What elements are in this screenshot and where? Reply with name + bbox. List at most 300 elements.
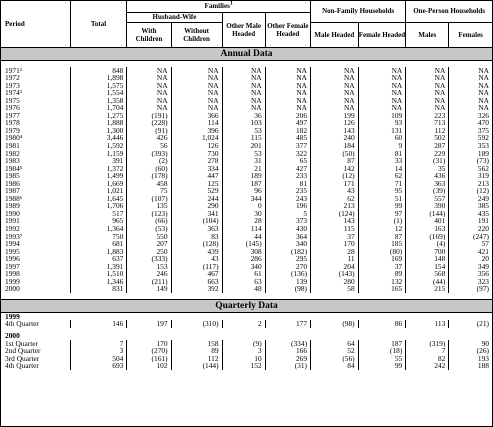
value-cell: NA — [127, 104, 171, 112]
value-cell: 115 — [222, 134, 265, 142]
value-cell: 57 — [449, 240, 492, 248]
value-cell: 51 — [358, 195, 406, 203]
value-cell: (12) — [449, 187, 492, 195]
value-cell: 53 — [222, 127, 265, 135]
value-cell: 3,446 — [70, 134, 127, 142]
value-cell: (31) — [265, 362, 310, 370]
value-cell: 485 — [265, 134, 310, 142]
value-cell: 244 — [171, 195, 222, 203]
value-cell: 517 — [70, 210, 127, 218]
value-cell: 1,704 — [70, 104, 127, 112]
value-cell: 504 — [70, 355, 127, 363]
value-cell: 81 — [265, 180, 310, 188]
period-cell: 2000 — [5, 285, 20, 293]
value-cell: 191 — [449, 217, 492, 225]
period-cell: 1987 — [5, 187, 20, 195]
table-row — [1, 127, 492, 135]
value-cell: (310) — [171, 320, 222, 328]
value-cell: 170 — [127, 340, 171, 348]
value-cell: (31) — [406, 157, 449, 165]
value-cell: 36 — [222, 112, 265, 120]
period-cell: 1979 — [5, 126, 20, 135]
value-cell: 243 — [265, 195, 310, 203]
value-cell: 154 — [406, 263, 449, 271]
value-cell: 81 — [358, 150, 406, 158]
table-row — [1, 225, 492, 233]
value-cell: NA — [406, 97, 449, 105]
period-cell: 2nd Quarter — [5, 347, 41, 355]
table-row — [1, 89, 492, 97]
value-cell: (117) — [171, 263, 222, 271]
value-cell: 848 — [70, 67, 127, 75]
table-row — [1, 104, 492, 112]
value-cell: 149 — [127, 285, 171, 293]
value-cell: 14 — [358, 165, 406, 173]
value-cell: 207 — [127, 240, 171, 248]
value-cell: NA — [171, 89, 222, 97]
quarter-year-label: 1999 — [5, 312, 20, 321]
value-cell: NA — [265, 82, 310, 90]
value-cell: 83 — [171, 233, 222, 241]
value-cell: 323 — [449, 278, 492, 286]
value-cell: 21 — [222, 165, 265, 173]
value-cell: (161) — [127, 355, 171, 363]
value-cell: 1,883 — [70, 248, 127, 256]
value-cell: 693 — [70, 362, 127, 370]
value-cell: 286 — [222, 255, 265, 263]
table-row — [1, 285, 492, 293]
value-cell: 220 — [449, 225, 492, 233]
value-cell: 364 — [265, 233, 310, 241]
value-cell: (144) — [171, 362, 222, 370]
period-cell: 1983 — [5, 157, 20, 165]
value-cell: 356 — [449, 270, 492, 278]
value-cell: (143) — [311, 270, 359, 278]
value-cell: 550 — [127, 233, 171, 241]
value-cell: 71 — [358, 180, 406, 188]
table-row — [1, 347, 492, 355]
table-row — [1, 82, 492, 90]
period-cell: 1994 — [5, 240, 20, 248]
value-cell: NA — [265, 89, 310, 97]
value-cell: NA — [171, 74, 222, 82]
value-cell: 44 — [222, 233, 265, 241]
period-cell: 1978 — [5, 119, 20, 127]
value-cell: 1,575 — [70, 82, 127, 90]
value-cell: 249 — [449, 195, 492, 203]
value-cell: 90 — [449, 340, 492, 348]
value-cell: (39) — [406, 187, 449, 195]
table-row — [1, 240, 492, 248]
value-cell: NA — [449, 82, 492, 90]
value-cell: 426 — [127, 134, 171, 142]
value-cell: NA — [358, 82, 406, 90]
value-cell: 568 — [406, 270, 449, 278]
quarterly-data-rows — [1, 312, 492, 369]
value-cell: NA — [265, 74, 310, 82]
value-cell: 199 — [311, 112, 359, 120]
value-cell: (80) — [358, 248, 406, 256]
value-cell: 1,021 — [70, 187, 127, 195]
table-row — [1, 172, 492, 180]
table-row — [1, 263, 492, 271]
table-row — [1, 233, 492, 241]
value-cell: 562 — [449, 165, 492, 173]
table-row — [1, 180, 492, 188]
value-cell: 37 — [358, 263, 406, 271]
value-cell: NA — [127, 67, 171, 75]
value-cell: 235 — [265, 187, 310, 195]
value-cell: 187 — [358, 340, 406, 348]
value-cell: 165 — [358, 285, 406, 293]
period-cell: 1976 — [5, 104, 20, 112]
value-cell: 435 — [449, 210, 492, 218]
value-cell: 171 — [311, 180, 359, 188]
value-cell: (182) — [265, 248, 310, 256]
value-cell: 1,346 — [70, 278, 127, 286]
value-cell: NA — [449, 89, 492, 97]
value-cell: 158 — [171, 340, 222, 348]
period-cell: 1982 — [5, 149, 20, 158]
value-cell: 965 — [70, 217, 127, 225]
value-cell: 126 — [171, 142, 222, 150]
value-cell: 270 — [265, 263, 310, 271]
value-cell: 75 — [127, 187, 171, 195]
value-cell: 592 — [449, 134, 492, 142]
value-cell: 126 — [311, 119, 359, 127]
period-cell: 1972 — [5, 74, 20, 82]
value-cell: (270) — [127, 347, 171, 355]
value-cell: 215 — [406, 285, 449, 293]
value-cell: 373 — [265, 217, 310, 225]
value-cell: 1,275 — [70, 112, 127, 120]
value-cell: 43 — [171, 255, 222, 263]
value-cell: (9) — [222, 340, 265, 348]
value-cell: (247) — [449, 233, 492, 241]
value-cell: 87 — [311, 157, 359, 165]
value-cell: 99 — [358, 362, 406, 370]
value-cell: NA — [406, 67, 449, 75]
value-cell: 1,898 — [70, 74, 127, 82]
table-row — [1, 255, 492, 263]
value-cell: 177 — [265, 320, 310, 328]
value-cell: 287 — [406, 142, 449, 150]
value-cell: 7 — [406, 347, 449, 355]
value-cell: 340 — [265, 240, 310, 248]
value-cell: 439 — [171, 248, 222, 256]
value-cell: 436 — [406, 172, 449, 180]
value-cell: 63 — [222, 278, 265, 286]
total-header: Total — [70, 1, 127, 47]
value-cell: 1,592 — [70, 142, 127, 150]
one-person-header-label: One-Person Households — [413, 7, 485, 16]
value-cell: 319 — [449, 172, 492, 180]
value-cell: (53) — [127, 225, 171, 233]
value-cell: 189 — [449, 150, 492, 158]
value-cell: (228) — [127, 119, 171, 127]
value-cell: 204 — [311, 263, 359, 271]
value-cell: NA — [449, 67, 492, 75]
value-cell: 48 — [222, 285, 265, 293]
value-cell: 1,300 — [70, 127, 127, 135]
value-cell: NA — [449, 74, 492, 82]
value-cell: NA — [358, 67, 406, 75]
value-cell: NA — [311, 89, 359, 97]
value-cell: 1,364 — [70, 225, 127, 233]
value-cell: 240 — [311, 134, 359, 142]
value-cell: NA — [171, 104, 222, 112]
value-cell: 148 — [406, 255, 449, 263]
quarterly-section — [1, 293, 492, 313]
value-cell: 229 — [406, 150, 449, 158]
value-cell: NA — [222, 74, 265, 82]
value-cell: (191) — [127, 112, 171, 120]
value-cell: 353 — [449, 142, 492, 150]
value-cell: 391 — [70, 157, 127, 165]
value-cell: 30 — [222, 210, 265, 218]
quarterly-data-banner: Quarterly Data — [1, 299, 492, 312]
value-cell: NA — [311, 97, 359, 105]
table-row — [1, 97, 492, 105]
value-cell: (60) — [127, 165, 171, 173]
value-cell: 62 — [358, 172, 406, 180]
value-cell: 163 — [406, 225, 449, 233]
value-cell: (1) — [358, 217, 406, 225]
value-cell: 1,645 — [70, 195, 127, 203]
period-cell: 1971² — [5, 66, 22, 75]
value-cell: 62 — [311, 195, 359, 203]
value-cell: 184 — [311, 142, 359, 150]
value-cell: 142 — [311, 165, 359, 173]
value-cell: 1,358 — [70, 97, 127, 105]
annual-data-rows — [1, 67, 492, 293]
value-cell: 193 — [449, 355, 492, 363]
value-cell: (169) — [406, 233, 449, 241]
value-cell: 12 — [358, 225, 406, 233]
household-formation-table — [1, 1, 492, 370]
value-cell: 114 — [171, 119, 222, 127]
table-row — [1, 320, 492, 328]
period-cell: 1986 — [5, 179, 20, 188]
period-cell: 1996 — [5, 255, 20, 263]
period-cell: 1975 — [5, 96, 20, 105]
value-cell: 1,554 — [70, 89, 127, 97]
value-cell: (104) — [171, 217, 222, 225]
value-cell: 37 — [311, 233, 359, 241]
table-row — [1, 165, 492, 173]
value-cell: 82 — [406, 355, 449, 363]
value-cell: 1,510 — [70, 270, 127, 278]
value-cell: 458 — [127, 180, 171, 188]
value-cell: 663 — [171, 278, 222, 286]
table-row — [1, 362, 492, 370]
value-cell: 233 — [265, 172, 310, 180]
quarter-year-label: 2000 — [5, 332, 20, 340]
value-cell: NA — [311, 104, 359, 112]
value-cell: 280 — [311, 278, 359, 286]
value-cell: (98) — [265, 285, 310, 293]
table-row — [1, 67, 492, 75]
value-cell: 344 — [222, 195, 265, 203]
value-cell: NA — [222, 97, 265, 105]
value-cell: NA — [311, 82, 359, 90]
value-cell: (12) — [311, 172, 359, 180]
value-cell: 242 — [406, 362, 449, 370]
value-cell: NA — [406, 82, 449, 90]
value-cell: 700 — [406, 248, 449, 256]
value-cell: 170 — [311, 240, 359, 248]
value-cell: 143 — [311, 127, 359, 135]
table-row — [1, 119, 492, 127]
with-children-header: With Children — [127, 22, 171, 47]
value-cell: (26) — [449, 347, 492, 355]
value-cell: NA — [265, 67, 310, 75]
value-cell: (66) — [127, 217, 171, 225]
value-cell: 86 — [358, 320, 406, 328]
value-cell: 125 — [171, 180, 222, 188]
other-female-header: Other Female Headed — [265, 12, 310, 47]
value-cell: 637 — [70, 255, 127, 263]
value-cell: (107) — [127, 195, 171, 203]
value-cell: 43 — [311, 187, 359, 195]
value-cell: (97) — [449, 285, 492, 293]
period-cell: 1984⁵ — [5, 164, 23, 173]
value-cell: 396 — [171, 127, 222, 135]
table-row — [1, 195, 492, 203]
value-cell: 366 — [171, 112, 222, 120]
value-cell: NA — [311, 74, 359, 82]
period-cell: 1985 — [5, 172, 20, 180]
value-cell: 529 — [171, 187, 222, 195]
table-row — [1, 74, 492, 82]
table-row — [1, 157, 492, 165]
value-cell: 153 — [127, 263, 171, 271]
value-cell: 3 — [222, 347, 265, 355]
value-cell: 502 — [406, 134, 449, 142]
value-cell: 143 — [311, 217, 359, 225]
value-cell: 322 — [265, 150, 310, 158]
value-cell: 497 — [265, 119, 310, 127]
value-cell: (145) — [222, 240, 265, 248]
families-header-label: Families — [204, 2, 230, 11]
value-cell: 831 — [70, 285, 127, 293]
value-cell: 326 — [449, 112, 492, 120]
value-cell: 385 — [449, 202, 492, 210]
value-cell: 213 — [449, 180, 492, 188]
value-cell: NA — [265, 104, 310, 112]
value-cell: 1,706 — [70, 202, 127, 210]
value-cell: (4) — [406, 240, 449, 248]
value-cell: 31 — [222, 157, 265, 165]
value-cell: 9 — [358, 142, 406, 150]
value-cell: (178) — [127, 172, 171, 180]
value-cell: 10 — [222, 355, 265, 363]
value-cell: 113 — [406, 320, 449, 328]
value-cell: NA — [265, 97, 310, 105]
table-row — [1, 187, 492, 195]
value-cell: (319) — [406, 340, 449, 348]
value-cell: (123) — [127, 210, 171, 218]
families-footnote-marker: 1 — [229, 1, 233, 7]
value-cell: (128) — [171, 240, 222, 248]
families-header — [127, 1, 311, 12]
value-cell: NA — [449, 97, 492, 105]
value-cell: (21) — [449, 320, 492, 328]
value-cell: 97 — [358, 210, 406, 218]
value-cell: 53 — [222, 150, 265, 158]
period-cell: 1st Quarter — [5, 339, 39, 348]
annual-data-banner: Annual Data — [1, 47, 492, 60]
value-cell: 308 — [222, 248, 265, 256]
nf-male-header: Male Headed — [311, 22, 359, 47]
value-cell: 115 — [311, 225, 359, 233]
value-cell: 89 — [358, 270, 406, 278]
value-cell: 182 — [265, 127, 310, 135]
value-cell: 84 — [311, 362, 359, 370]
value-cell: 188 — [449, 362, 492, 370]
value-cell: 114 — [222, 225, 265, 233]
period-cell: 1973 — [5, 81, 20, 90]
value-cell: 87 — [358, 233, 406, 241]
table-row — [1, 278, 492, 286]
value-cell: 60 — [358, 134, 406, 142]
value-cell: 99 — [358, 202, 406, 210]
value-cell: NA — [127, 82, 171, 90]
nf-female-header: Female Headed — [358, 22, 406, 47]
period-cell: 1977 — [5, 111, 20, 120]
period-cell: 1988⁶ — [5, 194, 23, 203]
value-cell: (124) — [311, 210, 359, 218]
value-cell: (393) — [127, 150, 171, 158]
period-cell: 1995 — [5, 247, 20, 256]
value-cell: 269 — [265, 355, 310, 363]
value-cell: 103 — [222, 119, 265, 127]
value-cell: 1,159 — [70, 150, 127, 158]
value-cell: (136) — [265, 270, 310, 278]
value-cell: 20 — [449, 255, 492, 263]
value-cell: 213 — [311, 202, 359, 210]
value-cell: NA — [406, 74, 449, 82]
other-male-header: Other Male Headed — [222, 12, 265, 47]
value-cell: NA — [222, 67, 265, 75]
period-cell: 1999 — [5, 277, 20, 286]
value-cell: 11 — [311, 255, 359, 263]
value-cell: 28 — [222, 217, 265, 225]
value-cell: 1,499 — [70, 172, 127, 180]
without-children-header: Without Children — [171, 22, 222, 47]
value-cell: 5 — [265, 210, 310, 218]
husband-wife-header: Husband-Wife — [127, 12, 222, 22]
value-cell: NA — [171, 67, 222, 75]
value-cell: (18) — [358, 347, 406, 355]
value-cell: 340 — [222, 263, 265, 271]
value-cell: 421 — [449, 248, 492, 256]
value-cell: 166 — [265, 347, 310, 355]
value-cell: 250 — [127, 248, 171, 256]
value-cell: 33 — [358, 157, 406, 165]
value-cell: 35 — [406, 165, 449, 173]
value-cell: 223 — [406, 112, 449, 120]
value-cell: 7 — [70, 340, 127, 348]
period-cell: 3rd Quarter — [5, 354, 40, 363]
value-cell: 89 — [171, 347, 222, 355]
value-cell: 557 — [406, 195, 449, 203]
value-cell: 363 — [406, 180, 449, 188]
value-cell: 681 — [70, 240, 127, 248]
table-row — [1, 217, 492, 225]
period-cell: 4th Quarter — [5, 320, 39, 328]
value-cell: 169 — [358, 255, 406, 263]
